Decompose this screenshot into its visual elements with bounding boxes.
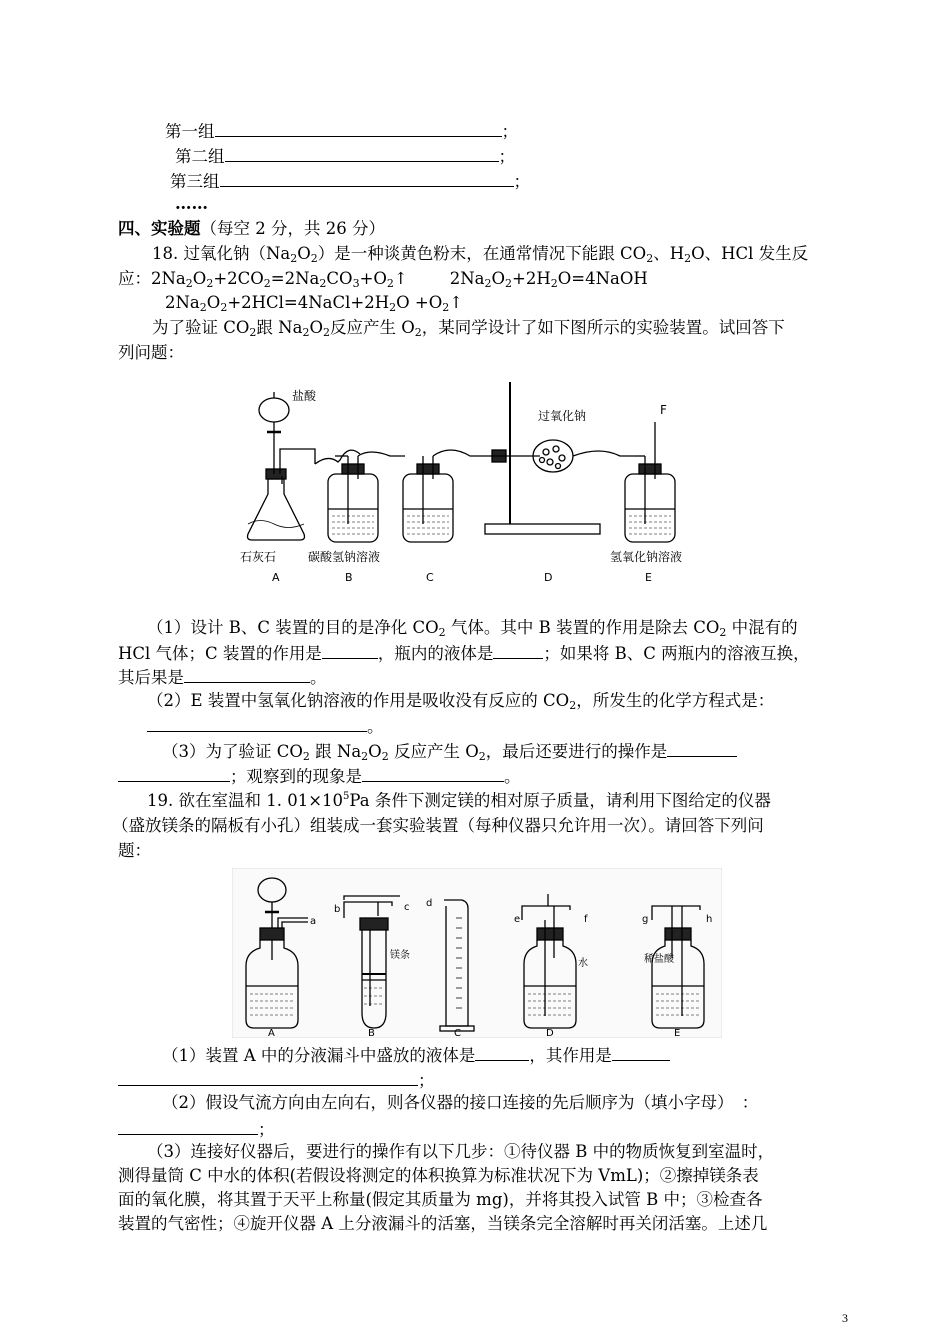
port-g: g <box>642 914 649 925</box>
q19-s3-line3: 面的氧化膜，将其置于天平上称量(假定其质量为 mg)，并将其投入试管 B 中；③检查各 <box>118 1190 763 1209</box>
q18-s3-line2: ；观察到的现象是 。 <box>118 764 521 788</box>
label-nahco3: 碳酸氢钠溶液 <box>308 550 381 564</box>
q18-s1-blank-1[interactable] <box>322 641 378 659</box>
label-d2: D <box>546 1028 554 1038</box>
q19-s2-line2: ； <box>118 1117 275 1141</box>
group-2-label: 第二组 <box>175 147 225 166</box>
bottle-c <box>403 474 453 542</box>
label-mg-strip: 镁条 <box>390 950 410 961</box>
flask-a <box>248 479 305 540</box>
group-2-blank[interactable] <box>225 144 499 162</box>
q19-s3-line2: 测得量筒 C 中水的体积(若假设将测定的体积换算为标准状况下为 VmL)；②擦掉镁条表 <box>118 1166 759 1185</box>
q19-s2-line1: （2）假设气流方向由左向右，则各仪器的接口连接的先后顺序为（填小字母） ： <box>162 1093 759 1112</box>
port-b: b <box>334 904 341 915</box>
label-b: B <box>345 571 353 584</box>
label-d: D <box>544 571 553 584</box>
label-dilute-hcl: 稀盐酸 <box>644 954 674 965</box>
bottle-e <box>625 474 675 542</box>
q19-intro-line1: 19. 欲在室温和 1. $01\times 10^5Pa$ 条件下测定镁的相对原子质量，请利用下图给定的仪器 <box>147 791 771 810</box>
bottle-c-stopper <box>417 464 439 474</box>
q18-s3-blank-3[interactable] <box>362 764 504 782</box>
label-c: C <box>426 571 434 584</box>
q18-s1-blank-2[interactable] <box>493 641 543 659</box>
group-1-blank[interactable] <box>215 119 502 137</box>
section-note: （每空 2 分，共 26 分） <box>200 219 385 238</box>
stand-base <box>485 524 600 534</box>
q19-intro-line3: 题： <box>118 841 151 860</box>
q18-intro: 18. 过氧化钠$(Na_2O_2)$是一种谈黄色粉末，在通常情况下能跟 $CO_2$、$H_2O$、HCl 发生反 <box>152 244 809 265</box>
port-f: f <box>584 914 588 925</box>
q18-para-cont: 列问题： <box>118 343 184 362</box>
port-a: a <box>310 916 317 927</box>
label-e: E <box>645 571 652 584</box>
label-a2: A <box>268 1028 275 1038</box>
separatory-funnel <box>259 398 289 422</box>
q18-s1-line2: HCl 气体；C 装置的作用是 ，瓶内的液体是 ；如果将 B、C 两瓶内的溶液互换， <box>118 641 810 665</box>
label-sodium-peroxide: 过氧化钠 <box>538 409 587 423</box>
q18-s1-line3: 其后果是 。 <box>118 665 327 689</box>
section-heading <box>118 218 385 240</box>
q18-equation-2: $2Na_2O_2+2HCl=4NaCl+2H_2O$ $+O_2↑$ <box>165 293 464 314</box>
port-h: h <box>706 914 713 925</box>
q19-s1-blank-1[interactable] <box>475 1043 529 1061</box>
q19-intro-line2: （盛放镁条的隔板有小孔）组装成一套实验装置（每种仪器只允许用一次）。请回答下列问 <box>112 816 764 835</box>
bottle-e-stopper <box>639 464 661 474</box>
label-naoh: 氢氧化钠溶液 <box>610 550 683 564</box>
flask-a-stopper <box>266 469 286 479</box>
figure-2-apparatus <box>232 868 722 1038</box>
q18-s1-blank-3[interactable] <box>184 665 310 683</box>
q18-s3-blank-2[interactable] <box>118 764 230 782</box>
q18-equation-1: 应：$2Na_2O_2+2CO_2=2Na_2CO_3+O_2↑$ $2Na_2O_2+2H_2O=4NaOH$ <box>118 269 648 290</box>
q18-s3-blank-1[interactable] <box>667 739 737 757</box>
q18-s3-line1: （3）为了验证 $CO_2$ 跟 $Na_2O_2$ 反应产生 $O_2$，最后还要进行的操作是 <box>162 739 737 763</box>
figure-1-apparatus <box>240 374 710 590</box>
q19-s1-line1: （1）装置 A 中的分液漏斗中盛放的液体是 ，其作用是 <box>162 1043 670 1067</box>
group-3-label: 第三组 <box>170 172 220 191</box>
label-e2: E <box>674 1028 681 1038</box>
group-3-line: 第三组 ； <box>170 169 530 193</box>
group-1-line: 第一组 ； <box>165 119 518 143</box>
label-b2: B <box>368 1028 375 1038</box>
port-d: d <box>426 898 433 909</box>
q19-s1-blank-3[interactable] <box>118 1068 418 1086</box>
q19-s3-line1: （3）连接好仪器后，要进行的操作有以下几步：①待仪器 B 中的物质恢复到室温时， <box>147 1142 775 1161</box>
q18-para: 为了验证 $CO_2$跟 $Na_2O_2$反应产生 $O_2$，某同学设计了如下图所示的实验装置。试回答下 <box>152 318 785 339</box>
label-hcl: 盐酸 <box>292 389 317 403</box>
group-1-label: 第一组 <box>165 122 215 141</box>
bottle-b <box>328 474 378 542</box>
bottle-b-stopper <box>342 464 364 474</box>
page-number: 3 <box>842 1311 848 1325</box>
port-c: c <box>404 902 410 913</box>
label-limestone: 石灰石 <box>240 550 277 564</box>
label-water: 水 <box>578 958 588 969</box>
q19-s2-blank[interactable] <box>118 1117 258 1135</box>
group-2-line: 第二组 ； <box>175 144 515 168</box>
section-title: 四、实验题 <box>118 219 201 238</box>
q18-s2-blank[interactable] <box>147 714 367 732</box>
q18-s2-line1: （2）E 装置中氢氧化钠溶液的作用是吸收没有反应的 $CO_2$，所发生的化学方程式是： <box>147 691 775 712</box>
q19-s1-line2: ； <box>118 1068 435 1092</box>
q18-s2-line2: 。 <box>147 714 384 738</box>
q18-s1-line1: （1）设计 B、C 装置的目的是净化 $CO_2$ 气体。其中 B 装置的作用是除去 $CO_2$ 中混有的 <box>147 618 798 639</box>
group-ellipsis: …… <box>175 194 208 213</box>
label-a: A <box>272 571 280 584</box>
port-e: e <box>514 914 521 925</box>
label-c2: C <box>454 1028 461 1038</box>
q19-s1-blank-2[interactable] <box>612 1043 670 1061</box>
q19-s3-line4: 装置的气密性；④旋开仪器 A 上分液漏斗的活塞，当镁条完全溶解时再关闭活塞。上述几 <box>118 1214 768 1233</box>
label-f: F <box>660 403 667 417</box>
group-3-blank[interactable] <box>220 169 514 187</box>
